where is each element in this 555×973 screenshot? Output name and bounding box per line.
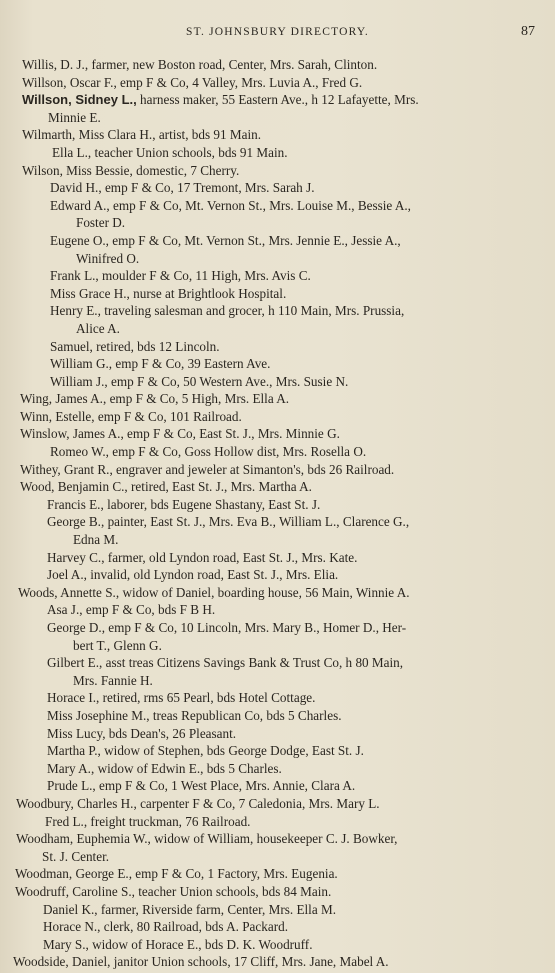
entry-name: Miss Lucy, bbox=[47, 725, 106, 741]
directory-entry bbox=[0, 496, 555, 514]
entry-name: Withey, Grant R., bbox=[20, 461, 113, 477]
entry-details: bds Dean's, 26 Pleasant. bbox=[105, 725, 237, 741]
entry-details: traveling salesman and grocer, h 110 Main, Mrs. Prussia, bbox=[100, 303, 405, 319]
entry-line bbox=[0, 355, 555, 373]
entry-continuation: Foster D. bbox=[76, 215, 126, 231]
entry-name: William G., bbox=[50, 356, 113, 372]
directory-entry bbox=[0, 338, 555, 356]
entry-details: emp F & Co, Goss Hollow dist, Mrs. Rosella O. bbox=[108, 444, 367, 460]
entry-line bbox=[0, 496, 555, 514]
entry-details: widow of Horace E., bds D. K. Woodruff. bbox=[88, 936, 313, 952]
entry-line bbox=[0, 74, 555, 92]
entry-line bbox=[0, 865, 555, 883]
entry-line bbox=[0, 126, 555, 144]
entry-name: Asa J., bbox=[47, 602, 83, 618]
entry-details: artist, bds 91 Main. bbox=[155, 127, 262, 143]
directory-entry bbox=[0, 91, 555, 126]
entry-name: Winslow, James A., bbox=[20, 426, 124, 442]
entry-name: Woodbury, Charles H., bbox=[16, 795, 137, 811]
entry-line bbox=[0, 918, 555, 936]
entry-details: farmer, old Lyndon road, East St. J., Mrs. Kate. bbox=[104, 549, 358, 565]
entry-line bbox=[0, 443, 555, 461]
directory-entry bbox=[0, 302, 555, 337]
entry-line bbox=[0, 689, 555, 707]
entry-continuation: St. J. Center. bbox=[42, 848, 110, 864]
entry-name: Woods, Annette S., bbox=[18, 584, 120, 600]
entry-name: William J., bbox=[50, 373, 108, 389]
entry-details: janitor Union schools, 17 Cliff, Mrs. Jane, Mabel A. bbox=[110, 954, 389, 970]
directory-entry bbox=[0, 373, 555, 391]
entry-line bbox=[0, 777, 555, 795]
entry-line bbox=[0, 936, 555, 954]
directory-entry bbox=[0, 795, 555, 813]
entry-name: George D., bbox=[47, 620, 105, 635]
entry-line bbox=[0, 619, 555, 637]
entry-name: Mary S., bbox=[43, 936, 89, 952]
entry-line bbox=[0, 425, 555, 443]
entry-name: Horace N., bbox=[43, 919, 101, 935]
entry-line bbox=[0, 461, 555, 479]
entry-details: widow of Edwin E., bds 5 Charles. bbox=[94, 760, 282, 776]
entry-details: engraver and jeweler at Simanton's, bds 26 Railroad. bbox=[112, 461, 395, 477]
entry-name: Samuel, bbox=[50, 338, 93, 354]
directory-entry bbox=[0, 619, 555, 654]
entry-line bbox=[0, 373, 555, 391]
directory-entry bbox=[0, 936, 555, 954]
entry-line bbox=[0, 725, 555, 743]
directory-entry bbox=[0, 179, 555, 197]
entry-details: widow of William, housekeeper C. J. Bowker, bbox=[150, 831, 398, 847]
entry-name: George B., bbox=[47, 514, 105, 530]
entry-line bbox=[0, 197, 555, 215]
directory-entry bbox=[0, 355, 555, 373]
directory-entry bbox=[0, 513, 555, 548]
entry-name: Joel A., bbox=[47, 567, 87, 583]
entry-line bbox=[0, 795, 555, 813]
entry-name: Wing, James A., bbox=[20, 391, 107, 407]
entry-details: farmer, new Boston road, Center, Mrs. Sarah, Clinton. bbox=[88, 57, 378, 72]
entry-details: nurse at Brightlook Hospital. bbox=[129, 285, 287, 301]
entry-name: Romeo W., bbox=[50, 444, 109, 460]
entry-line bbox=[0, 601, 555, 619]
entry-name: Winn, Estelle, bbox=[20, 408, 95, 424]
directory-entry bbox=[0, 390, 555, 408]
entry-name: Wilmarth, Miss Clara H., bbox=[22, 127, 156, 143]
directory-entry bbox=[0, 443, 555, 461]
entry-line bbox=[0, 267, 555, 285]
entry-name: Gilbert E., bbox=[47, 655, 103, 671]
entry-continuation: Minnie E. bbox=[48, 109, 101, 125]
entry-details: emp F & Co, 50 Western Ave., Mrs. Susie N. bbox=[107, 373, 349, 389]
directory-entry bbox=[0, 883, 555, 901]
entry-name: Daniel K., bbox=[43, 901, 98, 917]
entry-name: Willson, Oscar F., bbox=[22, 74, 117, 90]
entry-line bbox=[0, 144, 555, 162]
entry-details: treas Republican Co, bds 5 Charles. bbox=[149, 707, 342, 723]
entry-continuation: Winifred O. bbox=[76, 250, 140, 266]
entry-name: Woodside, Daniel, bbox=[13, 954, 111, 970]
directory-entry bbox=[0, 760, 555, 778]
running-head: ST. JOHNSBURY DIRECTORY. bbox=[185, 26, 370, 38]
directory-entry bbox=[0, 689, 555, 707]
entry-details: emp F & Co, 101 Railroad. bbox=[94, 408, 242, 424]
directory-entry bbox=[0, 267, 555, 285]
entry-line bbox=[0, 302, 555, 320]
entry-details: emp F & Co, Mt. Vernon St., Mrs. Jennie E., Jessie A., bbox=[108, 232, 401, 248]
entry-line bbox=[0, 901, 555, 919]
entry-details: widow of Stephen, bds George Dodge, East St. J. bbox=[100, 743, 364, 759]
entry-name: Woodruff, Caroline S., bbox=[15, 883, 135, 899]
entry-line bbox=[0, 338, 555, 356]
entry-details: emp F & Co, 10 Lincoln, Mrs. Mary B., Homer D., Her- bbox=[105, 620, 407, 635]
entry-line bbox=[0, 162, 555, 180]
entry-name: Willson, Sidney L., bbox=[22, 92, 137, 108]
directory-entry bbox=[0, 601, 555, 619]
directory-entry bbox=[0, 830, 555, 865]
entry-details: painter, East St. J., Mrs. Eva B., William L., Clarence G., bbox=[104, 514, 410, 530]
directory-entry bbox=[0, 654, 555, 689]
entry-name: Henry E., bbox=[50, 303, 101, 319]
directory-entry bbox=[0, 232, 555, 267]
entry-line bbox=[0, 478, 555, 496]
page-header bbox=[0, 24, 555, 42]
entry-line bbox=[0, 584, 555, 602]
entry-line bbox=[0, 883, 555, 901]
directory-entry bbox=[0, 707, 555, 725]
directory-entry bbox=[0, 478, 555, 496]
entry-line bbox=[0, 285, 555, 303]
entry-details: emp F & Co, bds F B H. bbox=[82, 602, 216, 618]
entry-name: Frank L., bbox=[50, 268, 99, 284]
entry-continuation: bert T., Glenn G. bbox=[73, 637, 162, 653]
entry-details: laborer, bds Eugene Shastany, East St. J. bbox=[103, 496, 321, 512]
entry-details: domestic, 7 Cherry. bbox=[132, 162, 240, 178]
directory-entry bbox=[0, 813, 555, 831]
entry-continuation: Alice A. bbox=[76, 320, 120, 336]
entry-name: Horace I., bbox=[47, 690, 100, 706]
entry-continuation: Mrs. Fannie H. bbox=[73, 672, 153, 688]
entry-details: emp F & Co, 5 High, Mrs. Ella A. bbox=[106, 391, 290, 407]
entry-details: teacher Union schools, bds 84 Main. bbox=[134, 883, 332, 899]
entry-details: retired, rms 65 Pearl, bds Hotel Cottage. bbox=[99, 690, 316, 706]
directory-entry bbox=[0, 777, 555, 795]
entry-line bbox=[0, 953, 555, 971]
entry-line bbox=[0, 549, 555, 567]
entry-line bbox=[0, 408, 555, 426]
entry-details: emp F & Co, 1 Factory, Mrs. Eugenia. bbox=[132, 866, 338, 882]
entry-details: moulder F & Co, 11 High, Mrs. Avis C. bbox=[98, 268, 311, 284]
entry-line bbox=[0, 232, 555, 250]
entry-name: Wood, Benjamin C., bbox=[20, 479, 128, 495]
entry-details: emp F & Co, 17 Tremont, Mrs. Sarah J. bbox=[101, 180, 315, 196]
entry-details: harness maker, 55 Eastern Ave., h 12 Lafayette, Mrs. bbox=[136, 92, 419, 108]
directory-entry bbox=[0, 865, 555, 883]
entry-line bbox=[0, 513, 555, 531]
entry-details: freight truckman, 76 Railroad. bbox=[87, 813, 251, 829]
entry-line bbox=[0, 654, 555, 672]
directory-entry bbox=[0, 408, 555, 426]
directory-entry bbox=[0, 56, 555, 74]
entry-line bbox=[0, 742, 555, 760]
entry-name: Ella L., bbox=[52, 144, 92, 160]
entry-name: Prude L., bbox=[47, 778, 96, 794]
entry-name: Woodham, Euphemia W., bbox=[16, 831, 151, 847]
entry-name: Harvey C., bbox=[47, 549, 105, 565]
entry-name: Fred L., bbox=[45, 813, 88, 829]
entry-details: teacher Union schools, bds 91 Main. bbox=[91, 144, 288, 160]
entry-details: emp F & Co, 4 Valley, Mrs. Luvia A., Fred G. bbox=[116, 74, 363, 90]
directory-entry bbox=[0, 285, 555, 303]
directory-entry bbox=[0, 918, 555, 936]
entry-line bbox=[0, 91, 555, 109]
entry-details: carpenter F & Co, 7 Caledonia, Mrs. Mary L. bbox=[136, 795, 380, 811]
entry-name: Mary A., bbox=[47, 760, 95, 776]
entry-name: Willis, D. J., bbox=[22, 57, 89, 72]
directory-entries bbox=[0, 56, 555, 971]
entry-details: retired, bds 12 Lincoln. bbox=[92, 338, 220, 354]
directory-entry bbox=[0, 901, 555, 919]
directory-entry bbox=[0, 953, 555, 971]
entry-details: farmer, Riverside farm, Center, Mrs. Ella M. bbox=[97, 901, 337, 917]
entry-details: invalid, old Lyndon road, East St. J., Mrs. Elia. bbox=[86, 567, 339, 583]
directory-entry bbox=[0, 584, 555, 602]
entry-name: Francis E., bbox=[47, 496, 104, 512]
entry-line bbox=[0, 830, 555, 848]
directory-entry bbox=[0, 742, 555, 760]
directory-entry bbox=[0, 566, 555, 584]
entry-line bbox=[0, 813, 555, 831]
entry-name: Wilson, Miss Bessie, bbox=[22, 162, 133, 178]
entry-line bbox=[0, 707, 555, 725]
entry-details: emp F & Co, East St. J., Mrs. Minnie G. bbox=[123, 426, 340, 442]
directory-entry bbox=[0, 197, 555, 232]
entry-details: emp F & Co, 39 Eastern Ave. bbox=[112, 356, 271, 372]
entry-name: Miss Grace H., bbox=[50, 285, 130, 301]
directory-entry bbox=[0, 725, 555, 743]
entry-name: Martha P., bbox=[47, 743, 101, 759]
directory-entry bbox=[0, 461, 555, 479]
entry-details: widow of Daniel, boarding house, 56 Main, Winnie A. bbox=[119, 584, 410, 600]
entry-name: David H., bbox=[50, 180, 102, 196]
entry-name: Woodman, George E., bbox=[15, 866, 132, 882]
entry-continuation: Edna M. bbox=[73, 532, 119, 548]
entry-name: Edward A., bbox=[50, 197, 110, 213]
directory-entry bbox=[0, 144, 555, 162]
directory-entry bbox=[0, 126, 555, 144]
entry-line bbox=[0, 566, 555, 584]
entry-details: asst treas Citizens Savings Bank & Trust Co, h 80 Main, bbox=[102, 655, 404, 671]
entry-line bbox=[0, 56, 555, 74]
directory-entry bbox=[0, 425, 555, 443]
entry-details: emp F & Co, Mt. Vernon St., Mrs. Louise M., Bessie A., bbox=[109, 197, 411, 213]
entry-name: Eugene O., bbox=[50, 232, 109, 248]
page-number: 87 bbox=[521, 24, 535, 39]
entry-details: emp F & Co, 1 West Place, Mrs. Annie, Clara A. bbox=[95, 778, 356, 794]
entry-details: retired, East St. J., Mrs. Martha A. bbox=[127, 479, 312, 495]
directory-entry bbox=[0, 162, 555, 180]
directory-entry bbox=[0, 549, 555, 567]
entry-line bbox=[0, 179, 555, 197]
directory-entry bbox=[0, 74, 555, 92]
entry-name: Miss Josephine M., bbox=[47, 707, 150, 723]
entry-line bbox=[0, 390, 555, 408]
entry-line bbox=[0, 760, 555, 778]
entry-details: clerk, 80 Railroad, bds A. Packard. bbox=[100, 919, 288, 935]
